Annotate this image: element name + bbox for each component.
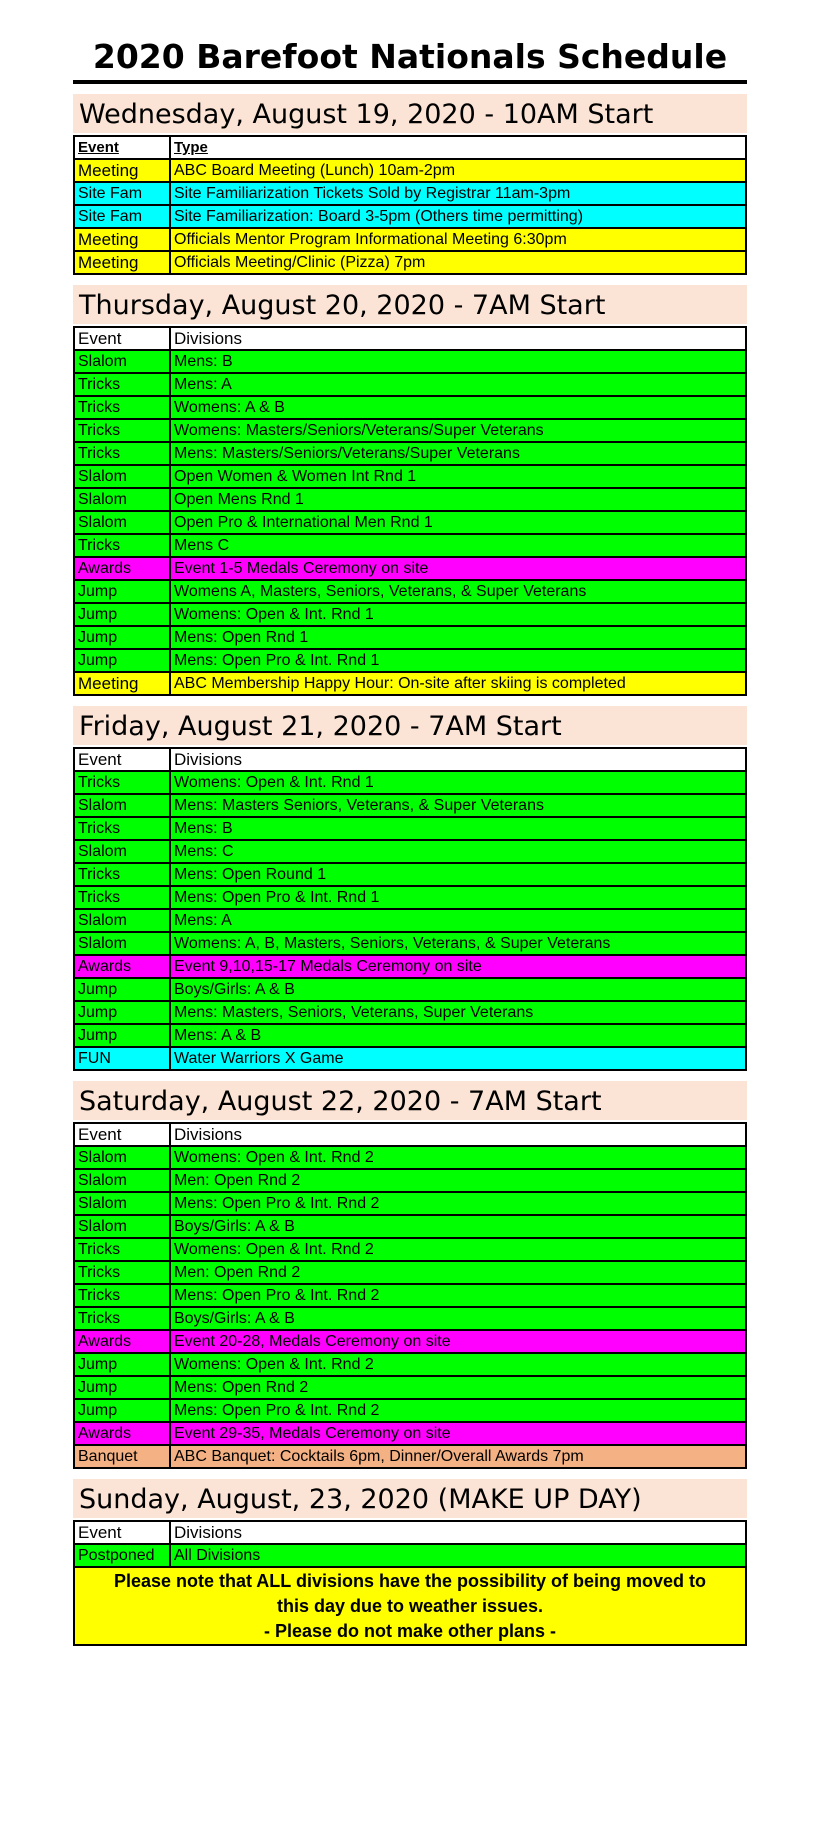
- table-row: [74, 1215, 746, 1238]
- division-cell: Site Familiarization Tickets Sold by Registrar 11am-3pm: [170, 182, 746, 205]
- table-row: [74, 350, 746, 373]
- division-cell: Mens: Open Rnd 1: [170, 626, 746, 649]
- event-cell: Tricks: [74, 534, 170, 557]
- table-row: [74, 649, 746, 672]
- table-row: [74, 534, 746, 557]
- division-cell: Event 9,10,15-17 Medals Ceremony on site: [170, 955, 746, 978]
- day-header: Saturday, August 22, 2020 - 7AM Start: [73, 1081, 747, 1120]
- table-header-row: [74, 748, 746, 771]
- division-cell: ABC Membership Happy Hour: On-site after skiing is completed: [170, 672, 746, 695]
- note-row: [74, 1567, 746, 1645]
- division-cell: Mens: B: [170, 350, 746, 373]
- division-cell: Womens A, Masters, Seniors, Veterans, & Super Veterans: [170, 580, 746, 603]
- division-cell: Officials Meeting/Clinic (Pizza) 7pm: [170, 251, 746, 274]
- event-cell: Tricks: [74, 1238, 170, 1261]
- table-row: [74, 932, 746, 955]
- event-cell: Meeting: [74, 159, 170, 182]
- table-header-row: [74, 1123, 746, 1146]
- table-row: [74, 511, 746, 534]
- day-header: Sunday, August, 23, 2020 (MAKE UP DAY): [73, 1479, 747, 1518]
- division-cell: Event 1-5 Medals Ceremony on site: [170, 557, 746, 580]
- event-cell: Tricks: [74, 771, 170, 794]
- event-cell: Jump: [74, 649, 170, 672]
- event-cell: Tricks: [74, 419, 170, 442]
- schedule-table: [73, 326, 747, 696]
- event-cell: Meeting: [74, 672, 170, 695]
- schedule-table: [73, 1122, 747, 1469]
- column-header-event: Event: [74, 748, 170, 771]
- table-header-row: [74, 327, 746, 350]
- column-header-divisions: Divisions: [170, 1123, 746, 1146]
- division-cell: Officials Mentor Program Informational Meeting 6:30pm: [170, 228, 746, 251]
- event-cell: Slalom: [74, 932, 170, 955]
- event-cell: Slalom: [74, 794, 170, 817]
- event-cell: Tricks: [74, 1307, 170, 1330]
- day-header: Friday, August 21, 2020 - 7AM Start: [73, 706, 747, 745]
- column-header-divisions: Divisions: [170, 1521, 746, 1544]
- event-cell: Tricks: [74, 863, 170, 886]
- division-cell: Womens: Open & Int. Rnd 2: [170, 1353, 746, 1376]
- day-section: [73, 1479, 747, 1646]
- schedule-table: [73, 1520, 747, 1646]
- event-cell: Awards: [74, 1422, 170, 1445]
- weather-note: [74, 1567, 746, 1645]
- table-row: [74, 1284, 746, 1307]
- event-cell: Slalom: [74, 488, 170, 511]
- day-section: [73, 706, 747, 1071]
- event-cell: Meeting: [74, 228, 170, 251]
- division-cell: Mens: Open Pro & Int. Rnd 1: [170, 649, 746, 672]
- division-cell: Water Warriors X Game: [170, 1047, 746, 1070]
- column-header-divisions: Divisions: [170, 748, 746, 771]
- division-cell: Mens: Open Rnd 2: [170, 1376, 746, 1399]
- event-cell: Slalom: [74, 465, 170, 488]
- column-header-divisions: Divisions: [170, 327, 746, 350]
- event-cell: Slalom: [74, 1169, 170, 1192]
- table-row: [74, 626, 746, 649]
- table-row: [74, 817, 746, 840]
- event-cell: Jump: [74, 1399, 170, 1422]
- division-cell: Mens: A: [170, 373, 746, 396]
- event-cell: Jump: [74, 978, 170, 1001]
- division-cell: Boys/Girls: A & B: [170, 978, 746, 1001]
- division-cell: Boys/Girls: A & B: [170, 1215, 746, 1238]
- event-cell: Tricks: [74, 442, 170, 465]
- day-section: [73, 1081, 747, 1469]
- table-row: [74, 672, 746, 695]
- table-row: [74, 396, 746, 419]
- division-cell: Mens: Masters/Seniors/Veterans/Super Veterans: [170, 442, 746, 465]
- table-row: [74, 1422, 746, 1445]
- table-row: [74, 955, 746, 978]
- table-row: [74, 1238, 746, 1261]
- division-cell: Mens C: [170, 534, 746, 557]
- table-row: [74, 1261, 746, 1284]
- table-row: [74, 1024, 746, 1047]
- column-header-event: Event: [74, 327, 170, 350]
- event-cell: Tricks: [74, 817, 170, 840]
- table-row: [74, 1376, 746, 1399]
- division-cell: Event 29-35, Medals Ceremony on site: [170, 1422, 746, 1445]
- table-row: [74, 978, 746, 1001]
- division-cell: Womens: Open & Int. Rnd 2: [170, 1146, 746, 1169]
- table-row: [74, 1001, 746, 1024]
- event-cell: Site Fam: [74, 182, 170, 205]
- event-cell: Tricks: [74, 1284, 170, 1307]
- schedule-days: [73, 94, 747, 1646]
- division-cell: Mens: B: [170, 817, 746, 840]
- division-cell: Womens: Open & Int. Rnd 1: [170, 771, 746, 794]
- table-row: [74, 603, 746, 626]
- table-row: [74, 557, 746, 580]
- division-cell: Men: Open Rnd 2: [170, 1169, 746, 1192]
- division-cell: ABC Banquet: Cocktails 6pm, Dinner/Overall Awards 7pm: [170, 1445, 746, 1468]
- column-header-divisions: Type: [170, 136, 746, 159]
- table-row: [74, 373, 746, 396]
- division-cell: Mens: Masters, Seniors, Veterans, Super Veterans: [170, 1001, 746, 1024]
- table-row: [74, 1169, 746, 1192]
- day-header: Thursday, August 20, 2020 - 7AM Start: [73, 285, 747, 324]
- table-row: [74, 1307, 746, 1330]
- note-line: Please note that ALL divisions have the possibility of being moved to: [113, 1570, 707, 1591]
- table-row: [74, 1399, 746, 1422]
- division-cell: Mens: Open Pro & Int. Rnd 1: [170, 886, 746, 909]
- event-cell: Tricks: [74, 373, 170, 396]
- table-row: [74, 1353, 746, 1376]
- event-cell: Slalom: [74, 909, 170, 932]
- event-cell: Banquet: [74, 1445, 170, 1468]
- event-cell: Tricks: [74, 886, 170, 909]
- event-cell: Tricks: [74, 1261, 170, 1284]
- division-cell: Open Mens Rnd 1: [170, 488, 746, 511]
- division-cell: Mens: Masters Seniors, Veterans, & Super Veterans: [170, 794, 746, 817]
- division-cell: Site Familiarization: Board 3-5pm (Others time permitting): [170, 205, 746, 228]
- event-cell: Jump: [74, 603, 170, 626]
- division-cell: Open Women & Women Int Rnd 1: [170, 465, 746, 488]
- event-cell: Jump: [74, 1024, 170, 1047]
- event-cell: Slalom: [74, 350, 170, 373]
- schedule-table: [73, 135, 747, 275]
- table-row: [74, 488, 746, 511]
- event-cell: Jump: [74, 626, 170, 649]
- table-header-row: [74, 136, 746, 159]
- table-row: [74, 840, 746, 863]
- division-cell: Mens: Open Pro & Int. Rnd 2: [170, 1399, 746, 1422]
- event-cell: Slalom: [74, 511, 170, 534]
- table-row: [74, 580, 746, 603]
- event-cell: Jump: [74, 580, 170, 603]
- table-row: [74, 794, 746, 817]
- table-row: [74, 419, 746, 442]
- table-row: [74, 182, 746, 205]
- division-cell: Mens: C: [170, 840, 746, 863]
- table-row: [74, 228, 746, 251]
- note-line: this day due to weather issues.: [276, 1595, 544, 1616]
- division-cell: Mens: A: [170, 909, 746, 932]
- column-header-event: Event: [74, 136, 170, 159]
- table-row: [74, 909, 746, 932]
- table-row: [74, 465, 746, 488]
- table-row: [74, 771, 746, 794]
- division-cell: Mens: Open Round 1: [170, 863, 746, 886]
- division-cell: Womens: Masters/Seniors/Veterans/Super Veterans: [170, 419, 746, 442]
- division-cell: Womens: A & B: [170, 396, 746, 419]
- table-row: [74, 886, 746, 909]
- division-cell: All Divisions: [170, 1544, 746, 1567]
- division-cell: Womens: Open & Int. Rnd 2: [170, 1238, 746, 1261]
- table-row: [74, 159, 746, 182]
- event-cell: Jump: [74, 1001, 170, 1024]
- event-cell: Slalom: [74, 840, 170, 863]
- division-cell: Womens: Open & Int. Rnd 1: [170, 603, 746, 626]
- table-row: [74, 205, 746, 228]
- table-row: [74, 251, 746, 274]
- event-cell: Awards: [74, 1330, 170, 1353]
- division-cell: Event 20-28, Medals Ceremony on site: [170, 1330, 746, 1353]
- table-row: [74, 863, 746, 886]
- table-row: [74, 442, 746, 465]
- division-cell: Mens: A & B: [170, 1024, 746, 1047]
- division-cell: Men: Open Rnd 2: [170, 1261, 746, 1284]
- division-cell: ABC Board Meeting (Lunch) 10am-2pm: [170, 159, 746, 182]
- event-cell: Awards: [74, 557, 170, 580]
- table-row: [74, 1146, 746, 1169]
- schedule-table: [73, 747, 747, 1071]
- event-cell: Jump: [74, 1376, 170, 1399]
- event-cell: Slalom: [74, 1146, 170, 1169]
- table-row: [74, 1192, 746, 1215]
- event-cell: Meeting: [74, 251, 170, 274]
- table-row: [74, 1445, 746, 1468]
- event-cell: Slalom: [74, 1215, 170, 1238]
- table-row: [74, 1544, 746, 1567]
- event-cell: Awards: [74, 955, 170, 978]
- event-cell: Site Fam: [74, 205, 170, 228]
- page-title: 2020 Barefoot Nationals Schedule: [92, 37, 728, 76]
- schedule-page: [73, 0, 747, 1646]
- division-cell: Womens: A, B, Masters, Seniors, Veterans, & Super Veterans: [170, 932, 746, 955]
- division-cell: Mens: Open Pro & Int. Rnd 2: [170, 1192, 746, 1215]
- day-header: Wednesday, August 19, 2020 - 10AM Start: [73, 94, 747, 133]
- table-row: [74, 1047, 746, 1070]
- day-section: [73, 94, 747, 275]
- day-section: [73, 285, 747, 696]
- title-rule: [73, 80, 747, 84]
- table-row: [74, 1330, 746, 1353]
- note-line: - Please do not make other plans -: [263, 1620, 557, 1641]
- table-header-row: [74, 1521, 746, 1544]
- column-header-event: Event: [74, 1123, 170, 1146]
- event-cell: Jump: [74, 1353, 170, 1376]
- division-cell: Boys/Girls: A & B: [170, 1307, 746, 1330]
- event-cell: Tricks: [74, 396, 170, 419]
- event-cell: FUN: [74, 1047, 170, 1070]
- event-cell: Slalom: [74, 1192, 170, 1215]
- column-header-event: Event: [74, 1521, 170, 1544]
- division-cell: Mens: Open Pro & Int. Rnd 2: [170, 1284, 746, 1307]
- event-cell: Postponed: [74, 1544, 170, 1567]
- division-cell: Open Pro & International Men Rnd 1: [170, 511, 746, 534]
